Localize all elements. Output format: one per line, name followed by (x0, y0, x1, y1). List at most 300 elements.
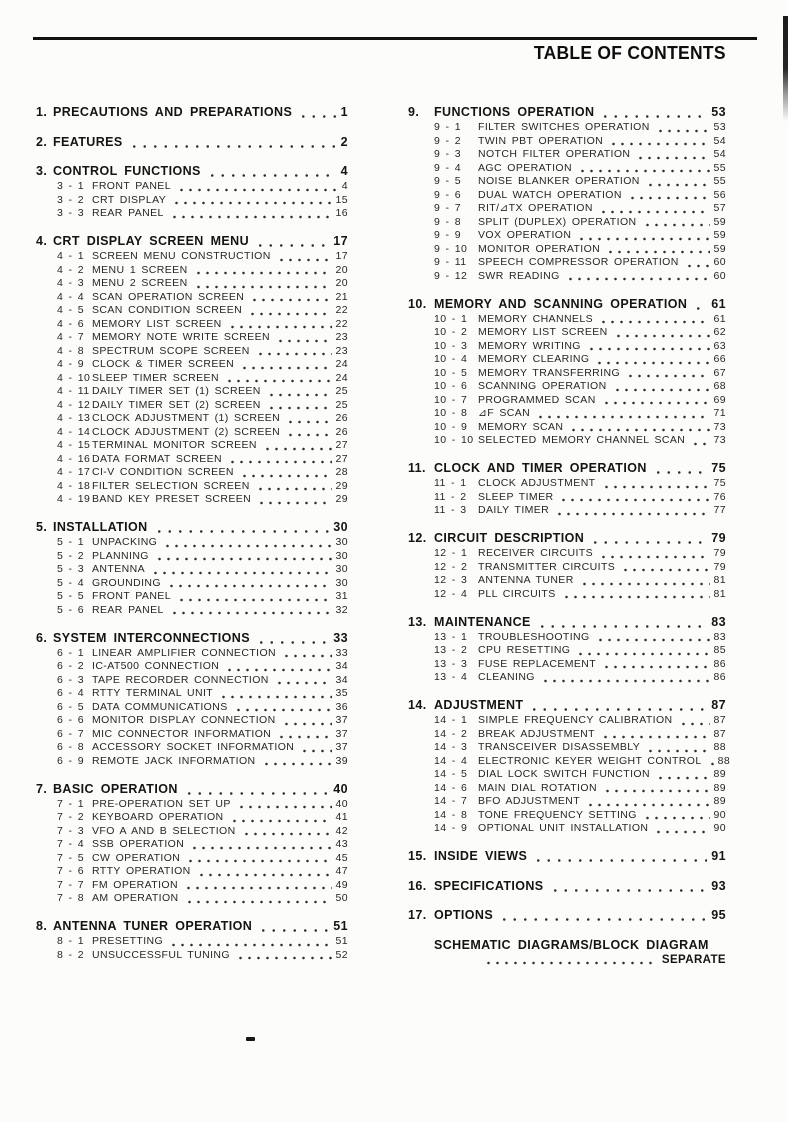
toc-title: SCAN OPERATION SCREEN (92, 290, 245, 303)
toc-page-number: 42 (335, 824, 348, 837)
toc-number: 4 - 19 (57, 493, 91, 505)
toc-title: NOISE BLANKER OPERATION (478, 175, 640, 187)
footer-mark (246, 1037, 255, 1041)
toc-title: SIMPLE FREQUENCY CALIBRATION (478, 714, 673, 726)
dot-leader (263, 439, 332, 453)
dot-leader (708, 755, 714, 769)
toc-number: 10. (408, 296, 427, 311)
toc-item-row (36, 453, 348, 467)
dot-leader (628, 189, 710, 203)
toc-page-number: 15 (335, 193, 348, 206)
toc-number: 16. (408, 878, 427, 893)
toc-number: 9 - 8 (434, 215, 462, 228)
toc-page-number: 77 (713, 504, 726, 516)
toc-title: TRANSCEIVER DISASSEMBLY (478, 741, 641, 753)
toc-title: FILTER SWITCHES OPERATION (478, 121, 650, 133)
toc-title: MEMORY TRANSFERRING (478, 366, 621, 379)
toc-title: SPECIFICATIONS (434, 878, 544, 893)
toc-section-row (408, 530, 726, 547)
toc-title: REAR PANEL (92, 207, 164, 219)
toc-page-number: 83 (713, 630, 726, 643)
toc-section (408, 697, 731, 836)
toc-number: 2. (36, 134, 48, 149)
dot-leader (275, 674, 332, 688)
toc-page-number: 90 (713, 808, 726, 821)
toc-page-number: 37 (335, 727, 348, 740)
toc-item-row (36, 741, 348, 755)
toc-section-row (36, 781, 348, 798)
toc-section-row (36, 233, 348, 250)
toc-page-number: 33 (333, 630, 348, 645)
toc-item-row (408, 574, 726, 588)
dot-leader (225, 372, 332, 386)
toc-title: FILTER SELECTION SCREEN (92, 479, 250, 492)
dot-leader (600, 104, 707, 121)
toc-item-row (36, 660, 348, 674)
dot-leader (194, 264, 332, 278)
toc-page-number: 86 (713, 657, 726, 670)
toc-title: NOTCH FILTER OPERATION (478, 148, 631, 160)
toc-number: 11 - 2 (434, 490, 467, 503)
toc-page-number: 4 (341, 180, 348, 192)
toc-page-number: 29 (335, 493, 348, 505)
toc-item-row (36, 590, 348, 604)
toc-page-number: 24 (335, 358, 348, 370)
toc-number: 5 - 3 (57, 563, 85, 575)
toc-title: FUSE REPLACEMENT (478, 657, 597, 670)
toc-title: CLOCK ADJUSTMENT (1) SCREEN (92, 412, 281, 424)
dot-leader (286, 426, 331, 440)
dot-leader (230, 811, 332, 825)
toc-section (36, 134, 348, 151)
toc-number: 6. (36, 630, 48, 645)
toc-title: AGC OPERATION (478, 161, 572, 174)
toc-section (36, 233, 348, 507)
dot-leader (256, 345, 332, 359)
toc-title: CLOCK AND TIMER OPERATION (434, 461, 647, 475)
toc-number: 3 - 3 (57, 207, 85, 219)
toc-item-row (408, 202, 726, 216)
toc-item-row (36, 892, 348, 906)
toc-section-row (36, 104, 348, 121)
toc-number: 5 - 6 (57, 603, 85, 616)
toc-number: 12 - 2 (434, 560, 468, 573)
toc-item-row (36, 852, 348, 866)
toc-number: 13 - 1 (434, 630, 468, 643)
toc-title: DATA FORMAT SCREEN (92, 452, 223, 465)
toc-number: 10 - 9 (434, 420, 468, 433)
toc-title: PRESETTING (92, 935, 164, 947)
toc-number: 4 - 13 (57, 412, 91, 424)
toc-number: 3. (36, 164, 48, 178)
toc-title: LINEAR AMPLIFIER CONNECTION (92, 646, 276, 659)
toc-page-number: 69 (713, 393, 726, 406)
dot-leader (562, 588, 710, 602)
dot-leader (614, 326, 710, 340)
dot-leader (267, 399, 332, 413)
toc-title: CLOCK & TIMER SCREEN (92, 358, 235, 370)
toc-title: SCHEMATIC DIAGRAMS/BLOCK DIAGRAM (434, 937, 709, 952)
toc-title: OPTIONAL UNIT INSTALLATION (478, 822, 649, 834)
toc-title: BFO ADJUSTMENT (478, 795, 581, 807)
toc-page-number: 95 (711, 908, 726, 922)
toc-section-row (36, 163, 348, 180)
toc-title: UNSUCCESSFUL TUNING (92, 948, 230, 961)
toc-title: BASIC OPERATION (53, 781, 178, 796)
dot-leader (601, 728, 710, 742)
toc-item-row (36, 949, 348, 963)
toc-title: DATA COMMUNICATIONS (92, 700, 228, 713)
toc-number: 14 - 5 (434, 768, 468, 780)
toc-number: 4 - 8 (57, 344, 85, 357)
toc-number: 11 - 3 (434, 504, 467, 516)
dot-leader (550, 878, 708, 895)
toc-item-row (36, 493, 348, 507)
toc-title: ANTENNA TUNER (478, 574, 574, 586)
toc-number: 7 - 8 (57, 892, 85, 904)
toc-number: 6 - 9 (57, 754, 85, 767)
toc-number: 6 - 1 (57, 646, 85, 659)
toc-number: 4 - 9 (57, 358, 85, 370)
toc-title: INSTALLATION (53, 520, 148, 534)
toc-number: 13 - 3 (434, 657, 468, 670)
toc-item-row (408, 644, 726, 658)
toc-item-row (36, 318, 348, 332)
toc-title: PLANNING (92, 549, 149, 562)
toc-number: 10 - 4 (434, 353, 468, 365)
toc-section (408, 530, 726, 601)
toc-item-row (408, 434, 726, 448)
toc-title: CW OPERATION (92, 851, 181, 864)
dot-leader (225, 660, 331, 674)
toc-item-row (36, 728, 348, 742)
toc-number: 4 - 17 (57, 466, 91, 478)
toc-page-number: 30 (335, 549, 348, 562)
toc-item-row (36, 935, 348, 949)
toc-section (36, 104, 348, 121)
toc-number: 7 - 2 (57, 811, 85, 823)
toc-page-number: SEPARATE (661, 953, 726, 966)
toc-item-row (408, 243, 726, 257)
toc-number: 10 - 8 (434, 407, 468, 419)
toc-item-row (408, 148, 726, 162)
toc-title: VFO A AND B SELECTION (92, 824, 236, 837)
dot-leader (653, 460, 708, 477)
toc-title: FUNCTIONS OPERATION (434, 105, 595, 119)
toc-page-number: 17 (333, 234, 348, 248)
toc-page-number: 63 (713, 339, 726, 352)
toc-page-number: 29 (335, 479, 348, 492)
toc-item-row (36, 207, 348, 221)
toc-section (408, 460, 726, 518)
toc-title: CLEANING (478, 671, 535, 683)
toc-number: 6 - 8 (57, 741, 85, 753)
toc-page-number: 87 (713, 714, 726, 726)
toc-title: TRANSMITTER CIRCUITS (478, 560, 616, 573)
toc-page-number: 88 (717, 754, 731, 767)
dot-leader (154, 519, 330, 536)
dot-leader (590, 530, 707, 547)
toc-number: 10 - 5 (434, 366, 468, 379)
toc-page-number: 89 (713, 768, 726, 780)
toc-title: CLOCK ADJUSTMENT (478, 477, 596, 489)
toc-page-number: 34 (335, 660, 348, 672)
toc-page-number: 76 (713, 490, 726, 503)
dot-leader (599, 202, 710, 216)
toc-number: 10 - 1 (434, 312, 468, 325)
toc-page-number: 24 (335, 371, 348, 384)
toc-number: 7 - 1 (57, 797, 85, 810)
toc-item-row (36, 480, 348, 494)
toc-number: 9 - 3 (434, 148, 462, 160)
toc-title: RTTY TERMINAL UNIT (92, 687, 214, 699)
toc-title: ANTENNA (92, 563, 145, 575)
toc-number: 11 - 1 (434, 477, 467, 489)
dot-leader (286, 412, 331, 426)
page-title: TABLE OF CONTENTS (534, 43, 726, 63)
toc-number: 4 - 16 (57, 452, 91, 465)
toc-number: 4 - 18 (57, 479, 91, 492)
toc-item-row (36, 372, 348, 386)
toc-title: SLEEP TIMER SCREEN (92, 371, 219, 384)
toc-page-number: 1 (340, 105, 348, 119)
toc-page-number: 51 (335, 935, 348, 947)
toc-number: 4 - 6 (57, 317, 85, 330)
toc-section-row (408, 697, 726, 714)
toc-item-row (408, 326, 726, 340)
toc-item-row (36, 825, 348, 839)
toc-title: ADJUSTMENT (434, 698, 524, 712)
toc-number: 9 - 5 (434, 175, 462, 187)
toc-title: SCANNING OPERATION (478, 380, 607, 392)
toc-number: 14 - 9 (434, 822, 468, 834)
dot-leader (559, 491, 709, 505)
toc-page-number: 62 (713, 326, 726, 338)
toc-title: FRONT PANEL (92, 590, 171, 602)
toc-title: REMOTE JACK INFORMATION (92, 754, 256, 767)
toc-item-row (408, 189, 726, 203)
toc-item-row (408, 135, 726, 149)
dot-leader (177, 590, 332, 604)
toc-number: 5 - 2 (57, 549, 85, 562)
dot-leader (185, 892, 332, 906)
toc-page-number: 37 (335, 714, 348, 726)
toc-number: 14 - 4 (434, 754, 468, 767)
toc-page-number: 81 (713, 574, 726, 586)
toc-title: CI-V CONDITION SCREEN (92, 466, 234, 478)
toc-page-number: 26 (335, 425, 348, 438)
toc-title: FEATURES (53, 134, 123, 149)
toc-page-number: 23 (335, 331, 348, 343)
toc-number: 14. (408, 698, 427, 712)
dot-leader (248, 304, 331, 318)
toc-number: 13 - 4 (434, 671, 468, 683)
toc-title: ELECTRONIC KEYER WEIGHT CONTROL (478, 754, 702, 767)
toc-number: 7 - 4 (57, 838, 85, 850)
toc-page-number: 30 (333, 520, 348, 534)
dot-leader (656, 121, 710, 135)
dot-leader (237, 798, 332, 812)
toc-page-number: 53 (711, 105, 726, 119)
dot-leader (228, 318, 332, 332)
dot-leader (643, 809, 710, 823)
toc-title: SWR READING (478, 269, 560, 282)
toc-section (408, 614, 726, 685)
dot-leader (602, 658, 709, 672)
toc-title: DAILY TIMER SET (2) SCREEN (92, 398, 261, 411)
dot-leader (129, 134, 337, 151)
toc-item-row (408, 561, 726, 575)
toc-title: MEMORY AND SCANNING OPERATION (434, 296, 688, 311)
dot-leader (484, 954, 658, 968)
toc-page-number: 37 (335, 741, 348, 753)
toc-page-number: 89 (713, 795, 726, 807)
dot-leader (533, 848, 707, 865)
toc-page-number: 21 (335, 290, 348, 303)
dot-leader (300, 741, 331, 755)
toc-section-row (408, 937, 726, 954)
dot-leader (236, 949, 332, 963)
toc-item-row (408, 121, 726, 135)
toc-page-number: 75 (713, 477, 726, 489)
toc-page-number: 30 (335, 563, 348, 575)
dot-leader (578, 162, 710, 176)
toc-number: 6 - 3 (57, 673, 85, 686)
toc-item-row (36, 550, 348, 564)
toc-item-row (408, 741, 726, 755)
dot-leader (184, 879, 332, 893)
dot-leader (256, 630, 329, 647)
dot-leader (595, 353, 709, 367)
toc-item-row (408, 175, 726, 189)
toc-number: 5 - 4 (57, 576, 85, 589)
toc-number: 9 - 12 (434, 269, 468, 282)
toc-title: RTTY OPERATION (92, 865, 191, 877)
toc-title: KEYBOARD OPERATION (92, 811, 224, 823)
toc-page-number: 34 (335, 673, 348, 686)
dot-leader (167, 577, 332, 591)
toc-item-row (408, 380, 726, 394)
dot-leader (602, 394, 710, 408)
toc-item-row (408, 588, 726, 602)
toc-item-row (36, 180, 348, 194)
toc-page-number: 91 (711, 849, 726, 863)
toc-number: 6 - 4 (57, 687, 85, 699)
toc-page-number: 59 (713, 242, 726, 255)
dot-leader (586, 795, 709, 809)
dot-leader (603, 782, 710, 796)
toc-page-number: 89 (713, 781, 726, 794)
toc-title: SSB OPERATION (92, 838, 185, 850)
toc-page-number: 20 (335, 263, 348, 276)
toc-number: 8. (36, 919, 48, 933)
toc-page-number: 56 (713, 188, 726, 201)
toc-item-row (36, 264, 348, 278)
dot-leader (256, 480, 332, 494)
toc-page-number: 68 (713, 380, 726, 392)
toc-number: 9 - 11 (434, 256, 467, 268)
toc-title: REAR PANEL (92, 603, 164, 616)
toc-title: UNPACKING (92, 536, 158, 548)
toc-title: MONITOR OPERATION (478, 242, 601, 255)
toc-page-number: 20 (335, 277, 348, 289)
toc-item-row (408, 782, 726, 796)
toc-item-row (408, 216, 726, 230)
toc-page-number: 17 (335, 250, 348, 262)
toc-page-number: 25 (335, 398, 348, 411)
dot-leader (155, 550, 332, 564)
toc-page-number: 71 (713, 407, 726, 419)
toc-number: 9 - 9 (434, 229, 462, 241)
toc-number: 8 - 1 (57, 935, 85, 947)
toc-title: MEMORY WRITING (478, 339, 581, 352)
toc-number: 5 - 1 (57, 536, 85, 548)
toc-page-number: 61 (711, 296, 726, 311)
dot-leader (613, 380, 710, 394)
toc-item-row (36, 277, 348, 291)
toc-section (36, 519, 348, 617)
toc-number: 7. (36, 781, 48, 796)
toc-number: 9 - 7 (434, 202, 462, 214)
toc-number: 4 - 4 (57, 290, 85, 303)
toc-item-row (36, 385, 348, 399)
toc-section (408, 907, 726, 924)
toc-page-number: 73 (713, 420, 726, 433)
toc-title: DIAL LOCK SWITCH FUNCTION (478, 768, 650, 780)
dot-leader (219, 687, 331, 701)
toc-number: 4. (36, 234, 48, 248)
toc-page-number: 22 (335, 317, 348, 330)
toc-title: CRT DISPLAY SCREEN MENU (53, 234, 250, 248)
dot-leader (643, 216, 710, 230)
toc-page-number: 79 (711, 531, 726, 545)
toc-page-number: 66 (713, 353, 726, 365)
page-edge-scan-artifact (783, 16, 788, 121)
toc-column-right (408, 104, 731, 967)
toc-section-row (408, 296, 726, 313)
toc-title: MONITOR DISPLAY CONNECTION (92, 714, 276, 726)
toc-title: MIC CONNECTOR INFORMATION (92, 727, 272, 740)
dot-leader (151, 563, 332, 577)
toc-number: 15. (408, 849, 427, 863)
toc-page-number: 39 (335, 754, 348, 767)
dot-leader (276, 331, 332, 345)
toc-page-number: 27 (335, 439, 348, 451)
dot-leader (569, 421, 709, 435)
dot-leader (184, 781, 330, 798)
toc-section (36, 918, 348, 962)
toc-section-row (408, 460, 726, 477)
dot-leader (555, 504, 709, 518)
toc-title: SCREEN MENU CONSTRUCTION (92, 250, 271, 262)
toc-number: 12 - 4 (434, 587, 468, 600)
toc-title: CONTROL FUNCTIONS (53, 164, 201, 178)
toc-number: 14 - 1 (434, 714, 468, 726)
dot-leader (577, 229, 709, 243)
toc-number: 17. (408, 908, 427, 922)
toc-page-number: 55 (713, 175, 726, 187)
toc-page-number: 85 (713, 644, 726, 656)
toc-item-row (408, 313, 726, 327)
toc-item-row (408, 768, 726, 782)
toc-title: SPECTRUM SCOPE SCREEN (92, 344, 250, 357)
toc-title: AM OPERATION (92, 892, 179, 904)
toc-section-row (408, 614, 726, 631)
toc-title: BREAK ADJUSTMENT (478, 727, 595, 740)
toc-item-row (36, 865, 348, 879)
toc-number: 12 - 1 (434, 547, 468, 559)
toc-number: 7 - 3 (57, 824, 85, 837)
